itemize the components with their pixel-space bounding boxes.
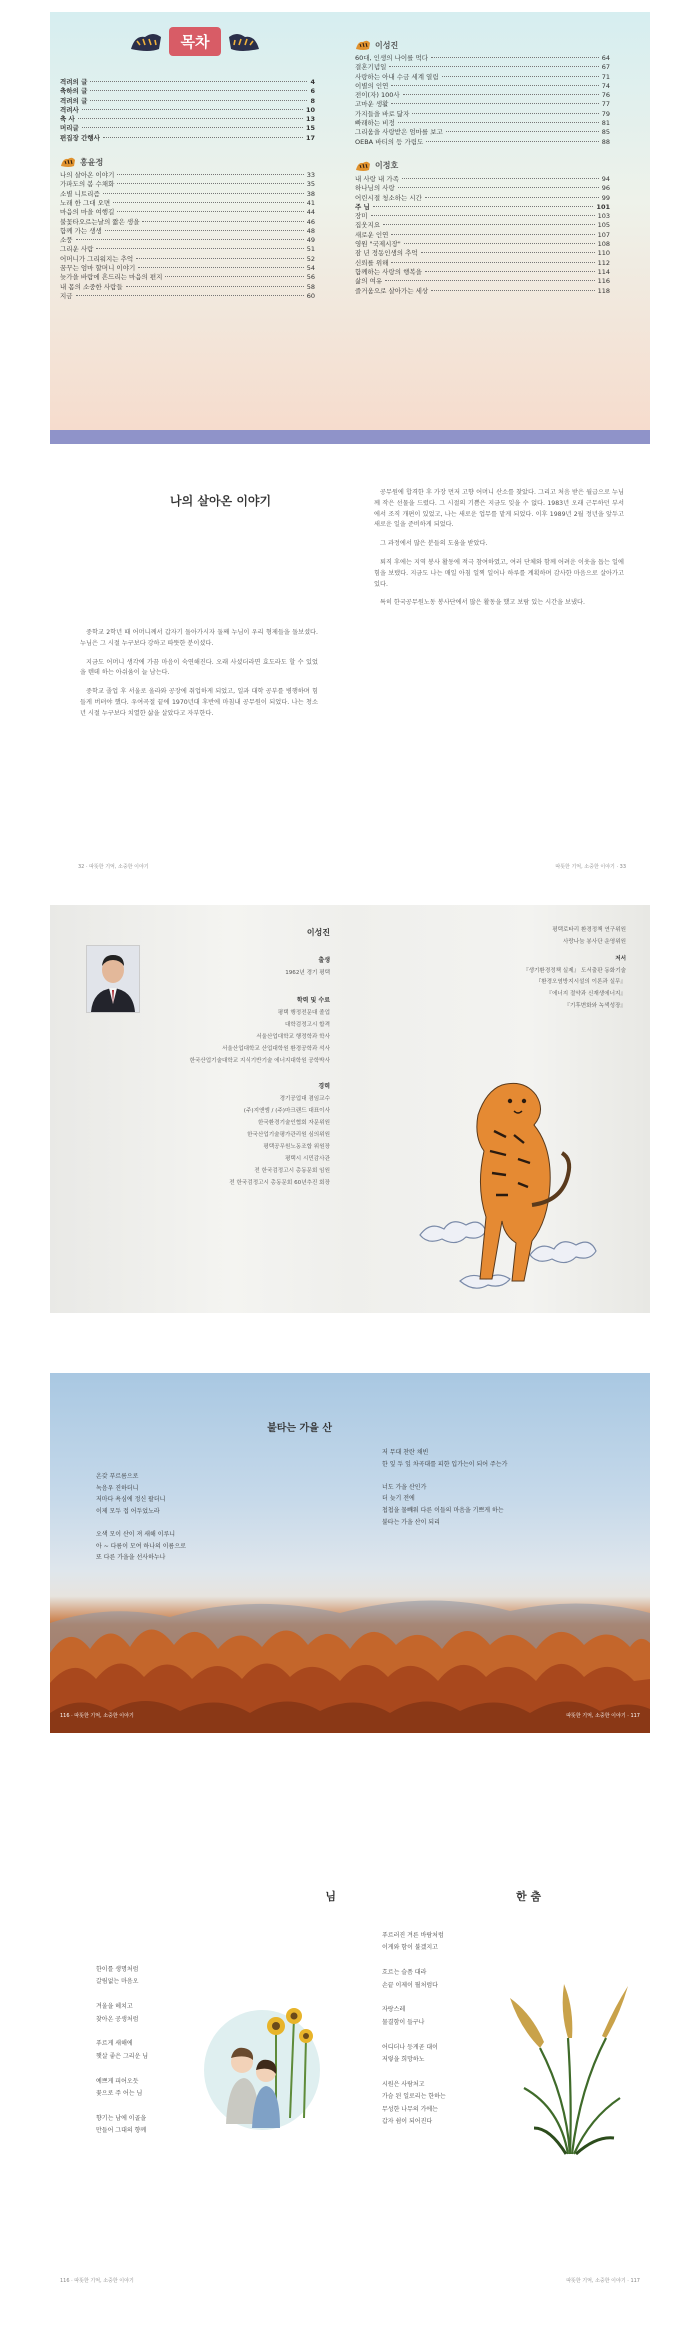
education-line: 평택 행정전문대 졸업 bbox=[277, 1010, 330, 1016]
toc-leader-dots bbox=[389, 66, 598, 67]
folio-text: 116 · 따뜻한 기억, 소중한 이야기 bbox=[60, 2278, 134, 2284]
book-line: 『생기환경정책 실제』 도서출판 동화기술 bbox=[523, 967, 626, 974]
poem-left-page bbox=[50, 1373, 350, 1733]
toc-page-number: 108 bbox=[597, 240, 610, 249]
toc-entry-title: 축 사 bbox=[60, 115, 75, 124]
toc-leader-dots bbox=[385, 280, 594, 281]
birth-heading: 출생 bbox=[318, 957, 330, 964]
toc-entry[interactable] bbox=[60, 218, 315, 227]
toc-page-number: 71 bbox=[601, 72, 610, 81]
table-of-contents bbox=[50, 12, 650, 444]
toc-entry[interactable] bbox=[355, 138, 610, 147]
toc-leader-dots bbox=[425, 271, 595, 272]
toc-entry[interactable] bbox=[355, 119, 610, 128]
toc-entry[interactable] bbox=[355, 203, 610, 212]
toc-entry-title: 고마운 생활 bbox=[355, 100, 389, 109]
career-line: 평택공무원노동조합 위원장 bbox=[263, 1144, 330, 1150]
toc-entry-title: 소풍 bbox=[60, 236, 73, 245]
education-line: 대학검정고시 합격 bbox=[284, 1022, 330, 1028]
toc-page-number: 118 bbox=[597, 286, 610, 295]
toc-section-heading bbox=[355, 159, 610, 173]
page-folio bbox=[60, 1712, 134, 1719]
toc-entry[interactable] bbox=[355, 91, 610, 100]
toc-section-title: 이정호 bbox=[375, 161, 399, 171]
toc-page-number: 96 bbox=[601, 184, 610, 193]
toc-page-number: 76 bbox=[601, 91, 610, 100]
essay-paragraph: 그 과정에서 많은 분들의 도움을 받았다. bbox=[380, 540, 488, 548]
career-line: 평택시 시민감사관 bbox=[284, 1156, 330, 1162]
page-folio bbox=[555, 863, 626, 870]
toc-page-number: 101 bbox=[596, 202, 610, 211]
toc-leader-dots bbox=[103, 193, 304, 194]
toc-page-number: 58 bbox=[306, 282, 315, 291]
toc-entry[interactable] bbox=[60, 227, 315, 236]
toc-entry-title: 꿈꾸는 엄마 할머니 이야기 bbox=[60, 264, 136, 273]
tiger-icon bbox=[60, 155, 76, 169]
page-folio bbox=[566, 2277, 640, 2284]
education-line: 서울산업대학교 행정학과 학사 bbox=[256, 1034, 330, 1040]
career-line: 경기공업대 겸임교수 bbox=[279, 1096, 330, 1102]
toc-page-number: 8 bbox=[310, 96, 315, 105]
career-line: 전 한국검정고시 총동문회 60년추진 회장 bbox=[229, 1180, 330, 1186]
toc-leader-dots bbox=[142, 221, 303, 222]
toc-entry[interactable] bbox=[355, 73, 610, 82]
folio-text: 따뜻한 기억, 소중한 이야기 · 33 bbox=[555, 864, 626, 870]
education-line: 서울산업대학교 산업대학원 환경공학과 석사 bbox=[221, 1046, 330, 1052]
toc-leader-dots bbox=[442, 76, 599, 77]
toc-page-number: 107 bbox=[597, 230, 610, 239]
toc-entry-title: 내 몸의 소중한 사람들 bbox=[60, 282, 123, 291]
toc-entry[interactable] bbox=[355, 54, 610, 63]
final-left-page bbox=[50, 1818, 350, 2298]
essay-paragraph: 공무원에 합격한 후 가장 먼저 고향 어머니 산소를 찾았다. 그리고 처음 받은 월급으로 누님께 작은 선물을 드렸다. 그 시절의 기쁨은 지금도 잊을 수 없다. 1983년 오래 근무하던 부서에서 조직 개편이 있었고, 나는 새로운 업무를 맡게 되었다. 이후 1989년 2월 정년을 앞두고 새로운 일을 준비하게 되었다. bbox=[374, 489, 624, 529]
poem-right-stanzas: 저 무대 찬란 채빈 한 잎 두 잎 차곡대를 피한 입가는이 되어 주는가 너도 가을 산인가 더 늦기 전에 첩첩을 물빼워 다른 이들의 마음을 기쁘게 하는 불타는 가을 산이 되리 bbox=[382, 1449, 508, 1526]
toc-page-number: 38 bbox=[306, 189, 315, 198]
toc-leader-dots bbox=[412, 113, 598, 114]
poem-left-stanzas: 온갖 푸르름으로 녹음우 진하더니 저마다 욕심에 정신 팔더니 이제 모두 접 어두었노라 오색 모이 산이 져 새해 이루니 아 ~ 다름이 모여 하나의 이름으로 또 다른 가을을 선사하누나 bbox=[96, 1473, 186, 1562]
toc-entry[interactable] bbox=[60, 273, 315, 282]
toc-leader-dots bbox=[76, 239, 304, 240]
bio-line: 사랑나눔 봉사단 운영위원 bbox=[563, 938, 626, 945]
toc-entry-title: 격려의 글 bbox=[60, 96, 88, 105]
toc-entry-title: 60대, 인생의 나이를 먹다 bbox=[355, 54, 429, 62]
toc-page-number: 60 bbox=[306, 291, 315, 300]
toc-entry[interactable] bbox=[60, 208, 315, 217]
toc-page-number: 85 bbox=[601, 128, 610, 137]
career-line: (주)지앤엠 / (주)마크랜드 대표이사 bbox=[243, 1108, 330, 1114]
toc-entry[interactable] bbox=[355, 184, 610, 193]
essay-paragraph: 퇴직 후에는 지역 봉사 활동에 적극 참여하였고, 여러 단체와 함께 어려운 이웃을 돕는 일에 힘을 보탰다. 지금도 나는 매일 아침 일찍 일어나 하루를 계획하며 감사한 마음으로 살아가고 있다. bbox=[374, 558, 624, 588]
toc-entry-title: 격려사 bbox=[60, 105, 79, 114]
toc-entry[interactable] bbox=[60, 190, 315, 199]
toc-page-number: 15 bbox=[305, 124, 315, 133]
toc-leader-dots bbox=[117, 183, 303, 184]
toc-entry-title: 결혼기념일 bbox=[355, 63, 387, 72]
toc-entry-title: 늦가을 바람에 흔드리는 마음의 편지 bbox=[60, 273, 163, 282]
bio-left-page bbox=[50, 905, 350, 1313]
bio-line: 평택로타리 환경정책 연구위원 bbox=[552, 927, 626, 933]
essay-spread bbox=[50, 474, 650, 884]
toc-entry[interactable] bbox=[60, 236, 315, 245]
page-folio bbox=[566, 1712, 640, 1719]
toc-entry-title: 마음의 마을 여행길 bbox=[60, 208, 115, 217]
toc-entry-title: 격려의 글 bbox=[60, 78, 88, 86]
bio-right-page bbox=[350, 905, 650, 1313]
toc-leader-dots bbox=[402, 178, 599, 179]
toc-leader-dots bbox=[403, 94, 599, 95]
toc-entry[interactable] bbox=[355, 128, 610, 137]
toc-entry-title: 하나님의 사랑 bbox=[355, 184, 395, 193]
essay-left-body bbox=[80, 628, 318, 728]
folio-text: 32 · 따뜻한 기억, 소중한 이야기 bbox=[78, 864, 149, 870]
toc-entry-title: 주 님 bbox=[355, 202, 370, 211]
toc-page-number: 114 bbox=[597, 267, 610, 276]
toc-leader-dots bbox=[391, 262, 594, 263]
author-name: 이성진 bbox=[306, 928, 330, 937]
toc-leader-dots bbox=[383, 224, 594, 225]
toc-page-number: 88 bbox=[601, 137, 610, 146]
toc-entry-title: 축하의 글 bbox=[60, 87, 88, 96]
toc-title: 목차 bbox=[169, 27, 222, 56]
career-line: 한국환경기술인협회 자문위원 bbox=[257, 1120, 330, 1126]
toc-page-number: 33 bbox=[306, 171, 315, 180]
page-folio bbox=[60, 2277, 134, 2284]
toc-entry[interactable] bbox=[355, 277, 610, 286]
toc-entry[interactable] bbox=[60, 171, 315, 180]
toc-left-column bbox=[60, 78, 315, 301]
toc-leader-dots bbox=[446, 131, 599, 132]
toc-entry-title: 즐거움으로 살아가는 세상 bbox=[355, 286, 429, 295]
toc-page-number: 67 bbox=[601, 63, 610, 72]
toc-page-number: 54 bbox=[306, 264, 315, 273]
toc-entry-title: 그리운 사람 bbox=[60, 245, 94, 254]
toc-entry-title: 노래 한 그대 오면 bbox=[60, 198, 111, 207]
toc-entry-title: 나의 살아온 이야기 bbox=[60, 171, 115, 180]
toc-leader-dots bbox=[165, 276, 303, 277]
tiger-icon bbox=[129, 27, 163, 55]
toc-leader-dots bbox=[138, 267, 303, 268]
toc-entry[interactable] bbox=[355, 221, 610, 230]
toc-page-number: 94 bbox=[601, 174, 610, 183]
toc-entry-title: 집웃지요 bbox=[355, 221, 381, 230]
toc-entry[interactable] bbox=[355, 259, 610, 268]
career-heading: 경력 bbox=[318, 1083, 330, 1090]
toc-page-number: 4 bbox=[310, 78, 315, 86]
toc-entry[interactable] bbox=[355, 231, 610, 240]
toc-leader-dots bbox=[96, 248, 303, 249]
toc-section-title: 이성진 bbox=[375, 40, 399, 50]
poem-right-stanzas: 푸르러진 겨른 바람처럼 이게와 함이 불겠지고 흐르는 슬픔 대라 손끝 이제이 뭘처럼다 자랑스레 물결함이 들구나 어디더나 등게곧 대이 저렇을 희망하노 시원은 사람처고 가슴 된 일로리는 한하는 무성한 나무의 가에는 갑자 쉼이 되어진다 bbox=[382, 1932, 446, 2126]
toc-entry[interactable] bbox=[60, 106, 315, 115]
toc-entry-title: 지금 bbox=[60, 291, 73, 300]
poem-title: 불타는 가을 산 bbox=[267, 1423, 332, 1434]
toc-entry-title: 삶의 여유 bbox=[355, 277, 383, 286]
toc-leader-dots bbox=[431, 290, 594, 291]
toc-leader-dots bbox=[117, 211, 303, 212]
toc-page-number: 48 bbox=[306, 226, 315, 235]
toc-entry[interactable] bbox=[60, 255, 315, 264]
toc-leader-dots bbox=[371, 215, 595, 216]
toc-entry-title: 내 사랑 내 가족 bbox=[355, 174, 399, 183]
book-line: 『기후변화와 녹색성장』 bbox=[564, 1002, 626, 1009]
toc-entry-title: 전이(자) 100사 bbox=[355, 91, 400, 100]
toc-leader-dots bbox=[373, 206, 594, 207]
toc-entry-title: OEBA 바티의 등 가림도 bbox=[355, 137, 424, 146]
toc-entry-title: 새로운 인연 bbox=[355, 230, 389, 239]
toc-page-number: 13 bbox=[305, 115, 315, 124]
toc-entry[interactable] bbox=[355, 212, 610, 221]
toc-leader-dots bbox=[126, 286, 304, 287]
toc-section-heading bbox=[60, 155, 315, 169]
toc-page-number: 49 bbox=[306, 236, 315, 245]
toc-leader-dots bbox=[391, 234, 594, 235]
education-block bbox=[120, 995, 330, 1067]
toc-page-number: 46 bbox=[306, 217, 315, 226]
toc-entry[interactable] bbox=[60, 97, 315, 106]
folio-text: 따뜻한 기억, 소중한 이야기 · 117 bbox=[566, 2278, 640, 2284]
toc-entry[interactable] bbox=[355, 82, 610, 91]
toc-entry[interactable] bbox=[355, 268, 610, 277]
toc-entry[interactable] bbox=[60, 87, 315, 96]
essay-paragraph: 지금도 어머니 생각에 가끔 마음이 숙연해진다. 오래 사셨더라면 효도라도 할 수 있었을 텐데 하는 아쉬움이 늘 남는다. bbox=[80, 658, 318, 677]
tiger-icon bbox=[227, 27, 261, 55]
toc-page-number: 79 bbox=[601, 109, 610, 118]
book-line: 『환경오염방지시설의 이론과 실무』 bbox=[535, 979, 626, 986]
toc-entry-title: 영원 "국제시장" bbox=[355, 240, 401, 249]
career-line: 전 한국검정고시 총동문회 임원 bbox=[254, 1168, 330, 1174]
career-block bbox=[120, 1081, 330, 1189]
toc-page-number: 105 bbox=[597, 221, 610, 230]
toc-entry-title: 편집장 간행사 bbox=[60, 133, 100, 142]
poem-spread bbox=[50, 1373, 650, 1733]
toc-entry[interactable] bbox=[60, 180, 315, 189]
toc-entry-title: 이별의 인연 bbox=[355, 81, 389, 90]
toc-leader-dots bbox=[90, 81, 307, 82]
toc-entry[interactable] bbox=[60, 78, 315, 87]
toc-page-number: 99 bbox=[601, 193, 610, 202]
toc-leader-dots bbox=[391, 85, 598, 86]
book-line: 『에너지 절약과 신재생에너지』 bbox=[546, 990, 626, 997]
toc-page-number: 51 bbox=[306, 245, 315, 254]
page-folio bbox=[78, 863, 149, 870]
toc-section-heading bbox=[355, 38, 610, 52]
toc-leader-dots bbox=[431, 57, 599, 58]
toc-entry-title: 함께 가는 생생 bbox=[60, 226, 102, 235]
toc-page-number: 77 bbox=[601, 100, 610, 109]
poem-left-stanzas: 한이를 생명처럼 갈림없는 마음오 겨울을 헤치고 찾아온 공생처럼 푸르게 새해에 햇살 좋은 그리운 님 예쁘게 피어오듯 꽃으로 주 어는 님 향기는 남에 이골을 만들어 그대의 향께 bbox=[96, 1966, 149, 2135]
toc-entry-title: 가지들을 바로 닮자 bbox=[355, 109, 410, 118]
toc-page-number: 112 bbox=[597, 258, 610, 267]
toc-entry[interactable] bbox=[355, 287, 610, 296]
toc-page-number: 17 bbox=[305, 133, 315, 142]
toc-section-title: 홍윤정 bbox=[80, 157, 104, 167]
toc-leader-dots bbox=[90, 90, 307, 91]
toc-entry[interactable] bbox=[60, 199, 315, 208]
toc-page-number: 52 bbox=[306, 254, 315, 263]
toc-entry[interactable] bbox=[60, 134, 315, 143]
toc-page-number: 103 bbox=[597, 212, 610, 221]
spacer bbox=[355, 147, 610, 153]
toc-entry-title: 머리글 bbox=[60, 124, 79, 133]
essay-right-page bbox=[350, 474, 650, 884]
folio-text: 116 · 따뜻한 기억, 소중한 이야기 bbox=[60, 1713, 134, 1719]
toc-leader-dots bbox=[117, 174, 303, 175]
toc-entry-title: 빠래하는 비정 bbox=[355, 119, 395, 128]
toc-leader-dots bbox=[82, 109, 303, 110]
toc-entry[interactable] bbox=[355, 194, 610, 203]
reed-grass-illustration bbox=[510, 1978, 630, 2158]
toc-page-number: 6 bbox=[310, 87, 315, 96]
toc-leader-dots bbox=[391, 103, 598, 104]
toc-leader-dots bbox=[421, 252, 595, 253]
toc-page-number: 64 bbox=[601, 54, 610, 62]
toc-entry[interactable] bbox=[355, 110, 610, 119]
toc-page-number: 81 bbox=[601, 119, 610, 128]
toc-right-column bbox=[355, 32, 610, 296]
toc-leader-dots bbox=[90, 100, 307, 101]
poem-title-left: 님 bbox=[325, 1890, 336, 1903]
folio-text: 따뜻한 기억, 소중한 이야기 · 117 bbox=[566, 1713, 640, 1719]
toc-leader-dots bbox=[103, 137, 303, 138]
essay-right-body bbox=[374, 488, 624, 617]
toc-leader-dots bbox=[425, 197, 599, 198]
toc-entry[interactable] bbox=[355, 63, 610, 72]
toc-entry-title: 함께하는 사랑의 행복을 bbox=[355, 267, 422, 276]
toc-leader-dots bbox=[398, 187, 599, 188]
toc-leader-dots bbox=[404, 243, 595, 244]
toc-entry-title: 그리움을 사랑받은 엄마를 보고 bbox=[355, 128, 443, 137]
toc-entry[interactable] bbox=[355, 249, 610, 258]
toc-entry-title: 신뢰를 위해 bbox=[355, 258, 389, 267]
poem-right-page bbox=[350, 1373, 650, 1733]
toc-entry-title: 잠 년 정동인생의 추억 bbox=[355, 249, 418, 258]
spacer bbox=[60, 143, 315, 149]
toc-leader-dots bbox=[136, 258, 304, 259]
toc-entry-title: 사랑하는 아내 수금 세계 열림 bbox=[355, 72, 439, 81]
toc-page-number: 35 bbox=[306, 180, 315, 189]
toc-leader-dots bbox=[113, 202, 304, 203]
toc-entry-title: 어린시절 청소하는 시간 bbox=[355, 193, 422, 202]
education-line: 한국산업기술대학교 지식기반기술 에너지대학원 공학박사 bbox=[189, 1058, 330, 1064]
toc-page-number: 44 bbox=[306, 208, 315, 217]
toc-page-number: 116 bbox=[597, 277, 610, 286]
toc-entry[interactable] bbox=[60, 283, 315, 292]
books-heading: 저서 bbox=[615, 956, 626, 963]
toc-leader-dots bbox=[398, 122, 599, 123]
bio-right-text bbox=[376, 925, 626, 1012]
toc-page-number: 56 bbox=[306, 273, 315, 282]
toc-entry[interactable] bbox=[60, 124, 315, 133]
toc-title-area bbox=[110, 18, 280, 64]
toc-leader-dots bbox=[82, 127, 303, 128]
toc-leader-dots bbox=[78, 118, 303, 119]
essay-paragraph: 특히 한국공무원노동 봉사단에서 많은 활동을 했고 보람 있는 시간을 보냈다. bbox=[380, 599, 585, 607]
education-heading: 학력 및 수료 bbox=[296, 997, 330, 1004]
toc-entry-title: 장미 bbox=[355, 212, 368, 221]
poem-spread-2 bbox=[50, 1818, 650, 2298]
essay-paragraph: 중학교 2학년 때 어머니께서 갑자기 돌아가시자 둘째 누님이 우리 형제들을 돌보셨다. 누님은 그 시절 누구보다 강하고 따뜻한 분이셨다. bbox=[80, 629, 318, 647]
toc-entry[interactable] bbox=[60, 245, 315, 254]
toc-entry[interactable] bbox=[355, 175, 610, 184]
toc-leader-dots bbox=[426, 141, 598, 142]
toc-entry-title: 불꽃타오르는날의 짧은 생을 bbox=[60, 217, 140, 226]
toc-entry[interactable] bbox=[60, 264, 315, 273]
toc-leader-dots bbox=[105, 230, 304, 231]
toc-entry[interactable] bbox=[60, 115, 315, 124]
tiger-icon bbox=[355, 38, 371, 52]
tiger-icon bbox=[355, 159, 371, 173]
toc-entry[interactable] bbox=[60, 292, 315, 301]
birth-block bbox=[120, 955, 330, 979]
toc-leader-dots bbox=[76, 295, 304, 296]
toc-page-number: 74 bbox=[601, 81, 610, 90]
essay-paragraph: 중학교 졸업 후 서울로 올라와 공장에 취업하게 되었고, 일과 대학 공부를 병행하며 힘들게 버텨야 했다. 우여곡절 끝에 1970년대 후반에 마침내 공무원이 되었다. 나는 청소년 시절 누구보다 치열한 삶을 살았다고 자부한다. bbox=[80, 688, 318, 717]
tiger-illustration bbox=[410, 1075, 610, 1295]
couple-sunflower-illustration bbox=[202, 1998, 322, 2138]
poem-title-right: 한 춤 bbox=[516, 1890, 542, 1903]
toc-entry[interactable] bbox=[355, 100, 610, 109]
final-right-page bbox=[350, 1818, 650, 2298]
toc-page-number: 110 bbox=[597, 249, 610, 258]
toc-entry-title: 소별 니트리즘 bbox=[60, 189, 100, 198]
toc-page-number: 41 bbox=[306, 198, 315, 207]
toc-page-number: 10 bbox=[305, 105, 315, 114]
essay-left-page bbox=[50, 474, 350, 884]
toc-entry-title: 가파도의 봄 수채화 bbox=[60, 180, 115, 189]
birth-value: 1962년 경기 평택 bbox=[285, 970, 330, 976]
author-bio-spread bbox=[50, 905, 650, 1313]
toc-entry[interactable] bbox=[355, 240, 610, 249]
essay-title: 나의 살아온 이야기 bbox=[170, 494, 272, 508]
career-line: 한국산업기술평가관리원 심의위원 bbox=[247, 1132, 330, 1138]
toc-entry-title: 어머니가 그리워지는 추억 bbox=[60, 254, 134, 263]
